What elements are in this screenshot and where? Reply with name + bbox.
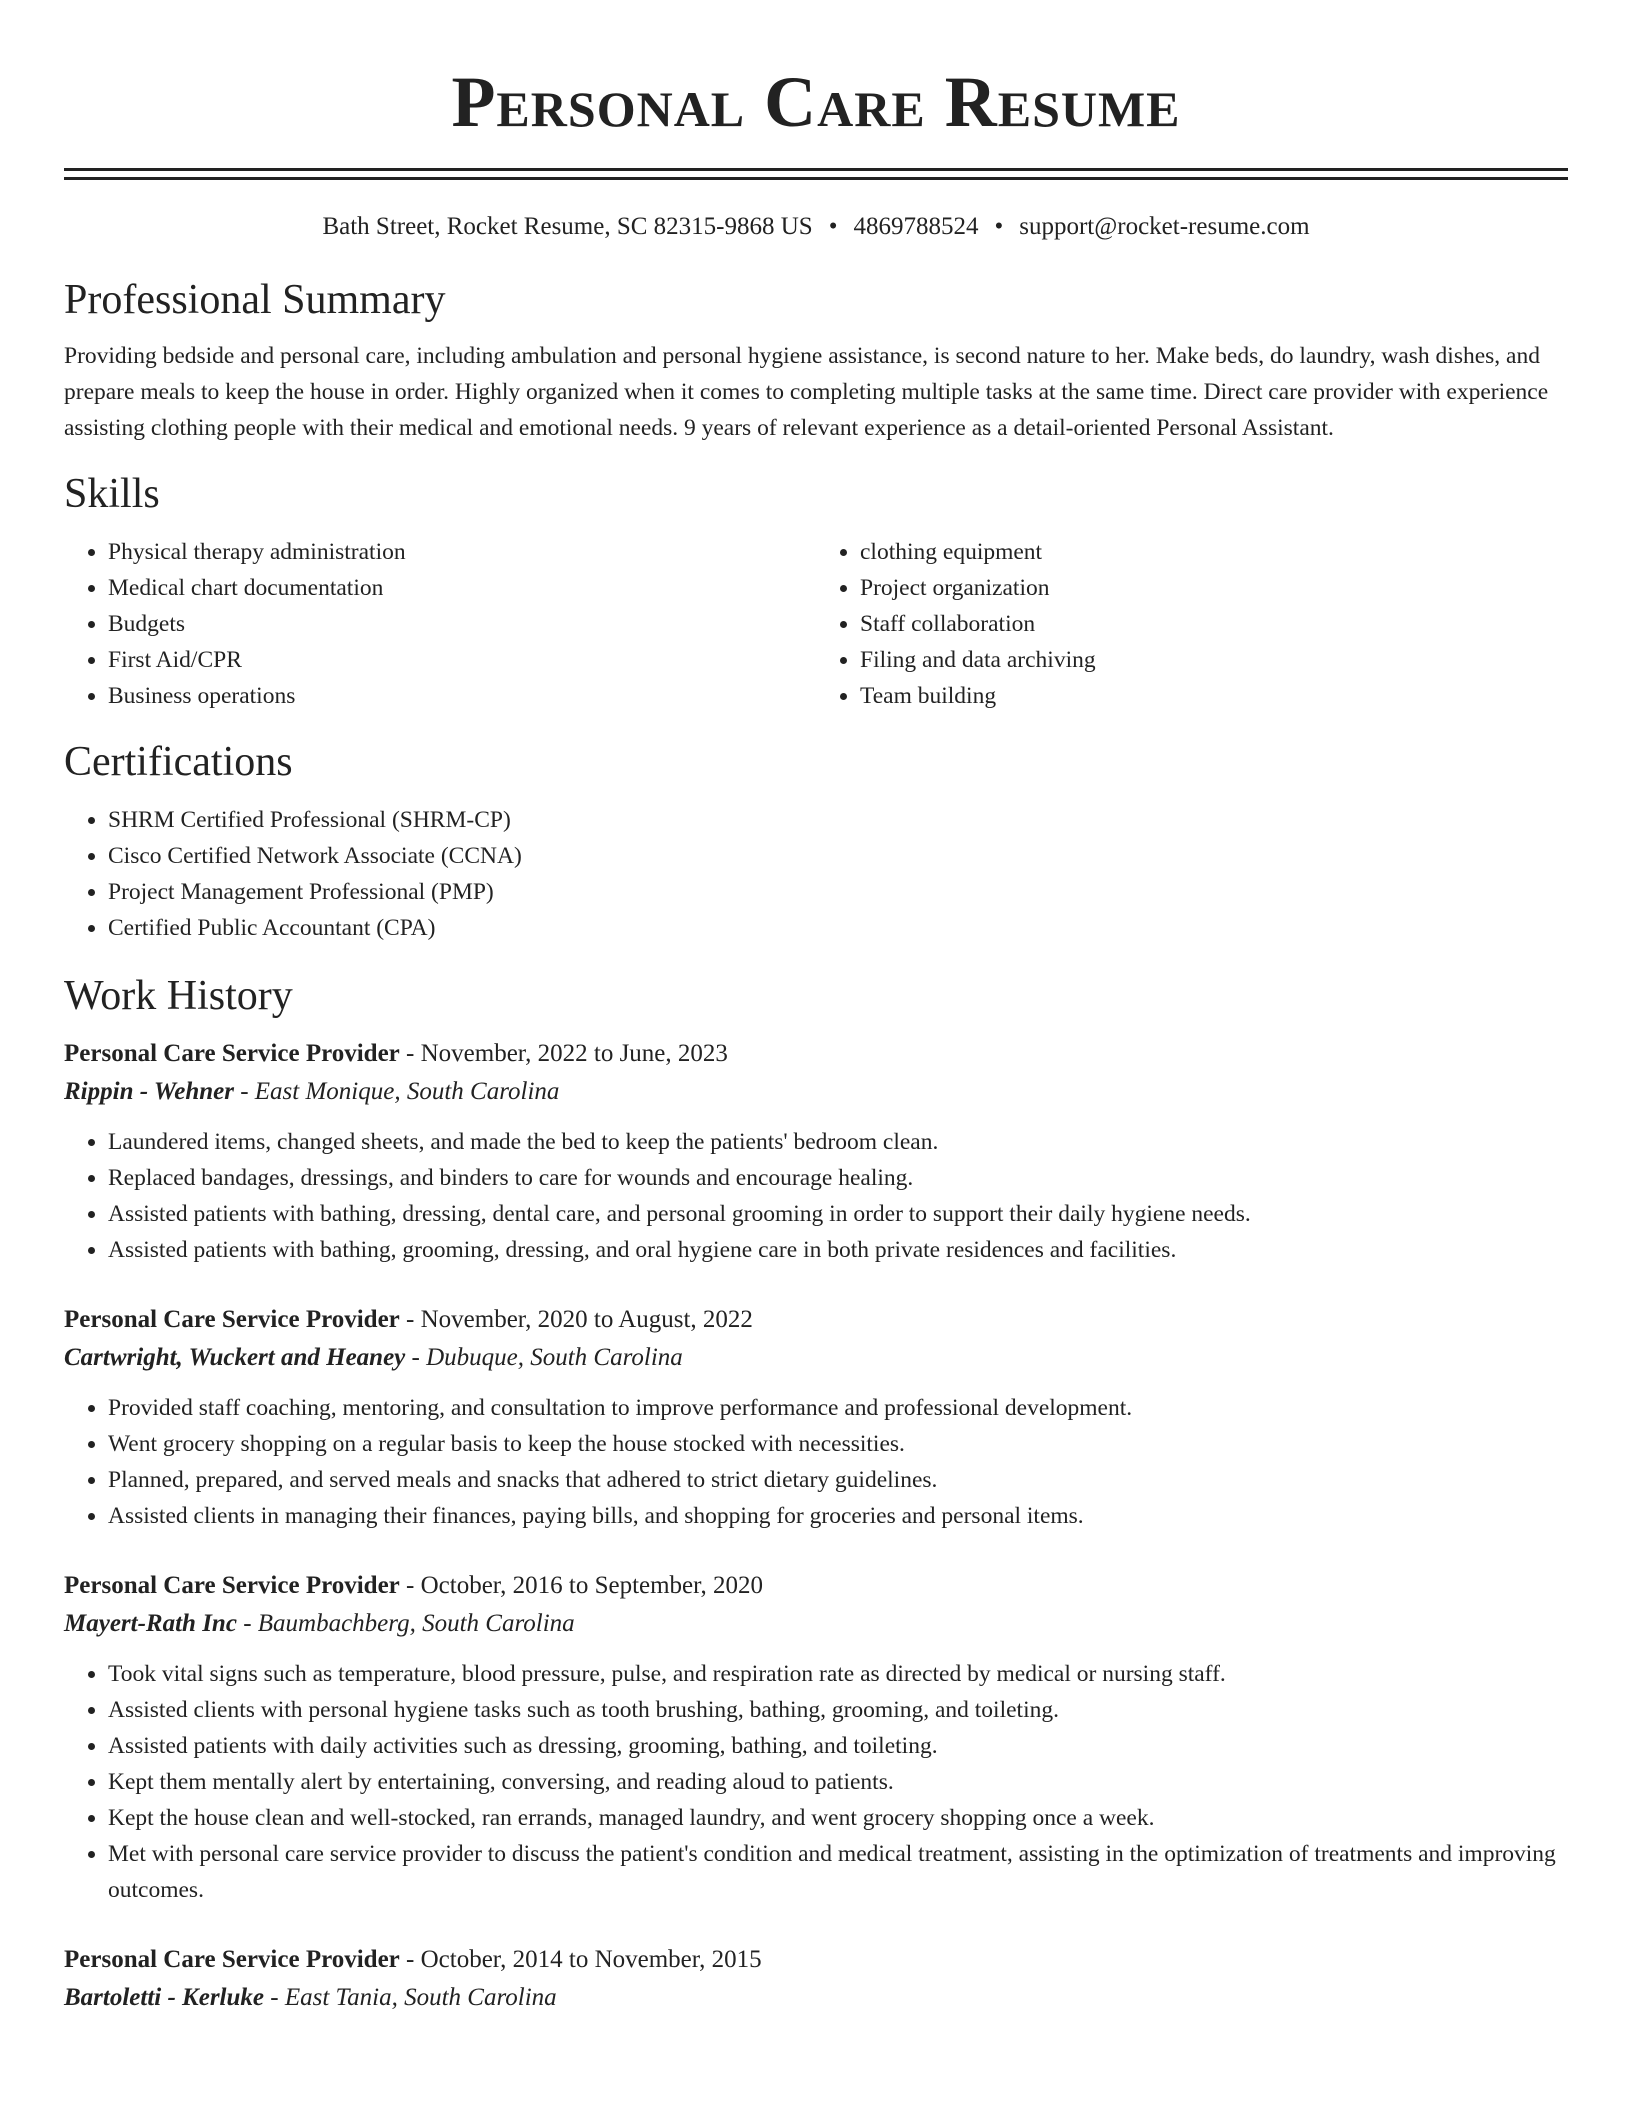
job-duty-item: • Assisted patients with bathing, grooming, dressing, and oral hygiene care in both private residences and facilities. [108,1232,1568,1268]
job-role: Personal Care Service Provider [64,1946,400,1973]
certifications-list [64,802,1568,946]
job-dates: - October, 2014 to November, 2015 [399,1946,762,1973]
summary-section [64,274,1568,446]
work-history-section [64,970,1568,2018]
certifications-heading: Certifications [64,739,293,785]
job-duty-item: • Kept the house clean and well-stocked, ran errands, managed laundry, and went grocery shopping once a week. [108,1800,1568,1836]
skills-grid [64,534,1568,714]
job-duty-item: • Assisted patients with bathing, dressing, dental care, and personal grooming in order to support their daily hygiene needs. [108,1196,1568,1232]
skill-item: • Filing and data archiving [860,642,1568,678]
job-company-line [64,1978,1568,2018]
skill-item: • Staff collaboration [860,606,1568,642]
job-company: Rippin - Wehner [64,1078,234,1105]
resume-title: Personal Care Resume [451,62,1181,142]
job-duty-item: • Assisted clients with personal hygiene tasks such as tooth brushing, bathing, grooming, and toileting. [108,1692,1568,1728]
job-dates: - November, 2022 to June, 2023 [399,1040,728,1067]
job-company: Cartwright, Wuckert and Heaney [64,1344,406,1371]
contact-separator: • [994,213,1004,240]
skill-item: • Budgets [108,606,816,642]
job-duty-item: • Assisted patients with daily activities such as dressing, grooming, bathing, and toileting. [108,1728,1568,1764]
job-location: - East Monique, South Carolina [233,1078,560,1105]
resume-page [64,0,1568,2018]
job-title-line [64,1942,1568,1978]
work-history-heading: Work History [64,973,293,1019]
skills-section [64,468,1568,714]
job-duties-list [64,1390,1568,1534]
contact-line [64,210,1568,244]
job-company: Bartoletti - Kerluke [64,1984,264,2011]
job-location: - Dubuque, South Carolina [405,1344,683,1371]
job-company-line [64,1604,1568,1644]
job-role: Personal Care Service Provider [64,1572,400,1599]
job-title-line [64,1568,1568,1604]
job-duty-item: • Planned, prepared, and served meals and snacks that adhered to strict dietary guidelines. [108,1462,1568,1498]
skill-item: • clothing equipment [860,534,1568,570]
title-divider [64,168,1568,180]
job-entry [64,1942,1568,2018]
job-duty-item: • Took vital signs such as temperature, blood pressure, pulse, and respiration rate as directed by medical or nursing staff. [108,1656,1568,1692]
job-title-line [64,1036,1568,1072]
skill-item: • Business operations [108,678,816,714]
job-duty-item: • Met with personal care service provider to discuss the patient's condition and medical treatment, assisting in the optimization of treatments and improving outcomes. [108,1836,1568,1908]
contact-phone: 4869788524 [853,213,979,240]
skill-item: • First Aid/CPR [108,642,816,678]
job-duty-item: • Provided staff coaching, mentoring, and consultation to improve performance and professional development. [108,1390,1568,1426]
contact-email: support@rocket-resume.com [1019,213,1310,240]
certifications-section [64,736,1568,946]
job-entry [64,1036,1568,1268]
contact-address: Bath Street, Rocket Resume, SC 82315-9868 US [322,213,813,240]
job-duty-item: • Replaced bandages, dressings, and binders to care for wounds and encourage healing. [108,1160,1568,1196]
job-location: - Baumbachberg, South Carolina [236,1610,575,1637]
job-duty-item: • Went grocery shopping on a regular basis to keep the house stocked with necessities. [108,1426,1568,1462]
skills-list-left [64,534,816,714]
job-company-line [64,1338,1568,1378]
skill-item: • Physical therapy administration [108,534,816,570]
skill-item: • Project organization [860,570,1568,606]
job-company-line [64,1072,1568,1112]
job-entry [64,1302,1568,1534]
job-role: Personal Care Service Provider [64,1306,400,1333]
skills-list-right [816,534,1568,714]
job-entry [64,1568,1568,1908]
contact-separator: • [828,213,838,240]
job-duty-item: • Assisted clients in managing their finances, paying bills, and shopping for groceries and personal items. [108,1498,1568,1534]
certification-item: • Project Management Professional (PMP) [108,874,1568,910]
job-dates: - October, 2016 to September, 2020 [399,1572,763,1599]
skills-heading: Skills [64,471,160,517]
certification-item: • Cisco Certified Network Associate (CCNA) [108,838,1568,874]
job-dates: - November, 2020 to August, 2022 [399,1306,753,1333]
job-duty-item: • Laundered items, changed sheets, and made the bed to keep the patients' bedroom clean. [108,1124,1568,1160]
job-duties-list [64,1656,1568,1908]
job-title-line [64,1302,1568,1338]
skill-item: • Team building [860,678,1568,714]
certification-item: • SHRM Certified Professional (SHRM-CP) [108,802,1568,838]
job-role: Personal Care Service Provider [64,1040,400,1067]
certification-item: • Certified Public Accountant (CPA) [108,910,1568,946]
job-company: Mayert-Rath Inc [64,1610,237,1637]
skill-item: • Medical chart documentation [108,570,816,606]
summary-text: Providing bedside and personal care, including ambulation and personal hygiene assistance, is second nature to her. Make beds, do laundry, wash dishes, and prepare meals to keep the house in order. Highly organized when it comes to completing multiple tasks at the same time. Direct care provider with experience assisting clothing people with their medical and emotional needs. 9 years of relevant experience as a detail-oriented Personal Assistant. [64,343,1549,441]
job-duties-list [64,1124,1568,1268]
summary-heading: Professional Summary [64,277,446,323]
job-location: - East Tania, South Carolina [264,1984,557,2011]
job-duty-item: • Kept them mentally alert by entertaining, conversing, and reading aloud to patients. [108,1764,1568,1800]
